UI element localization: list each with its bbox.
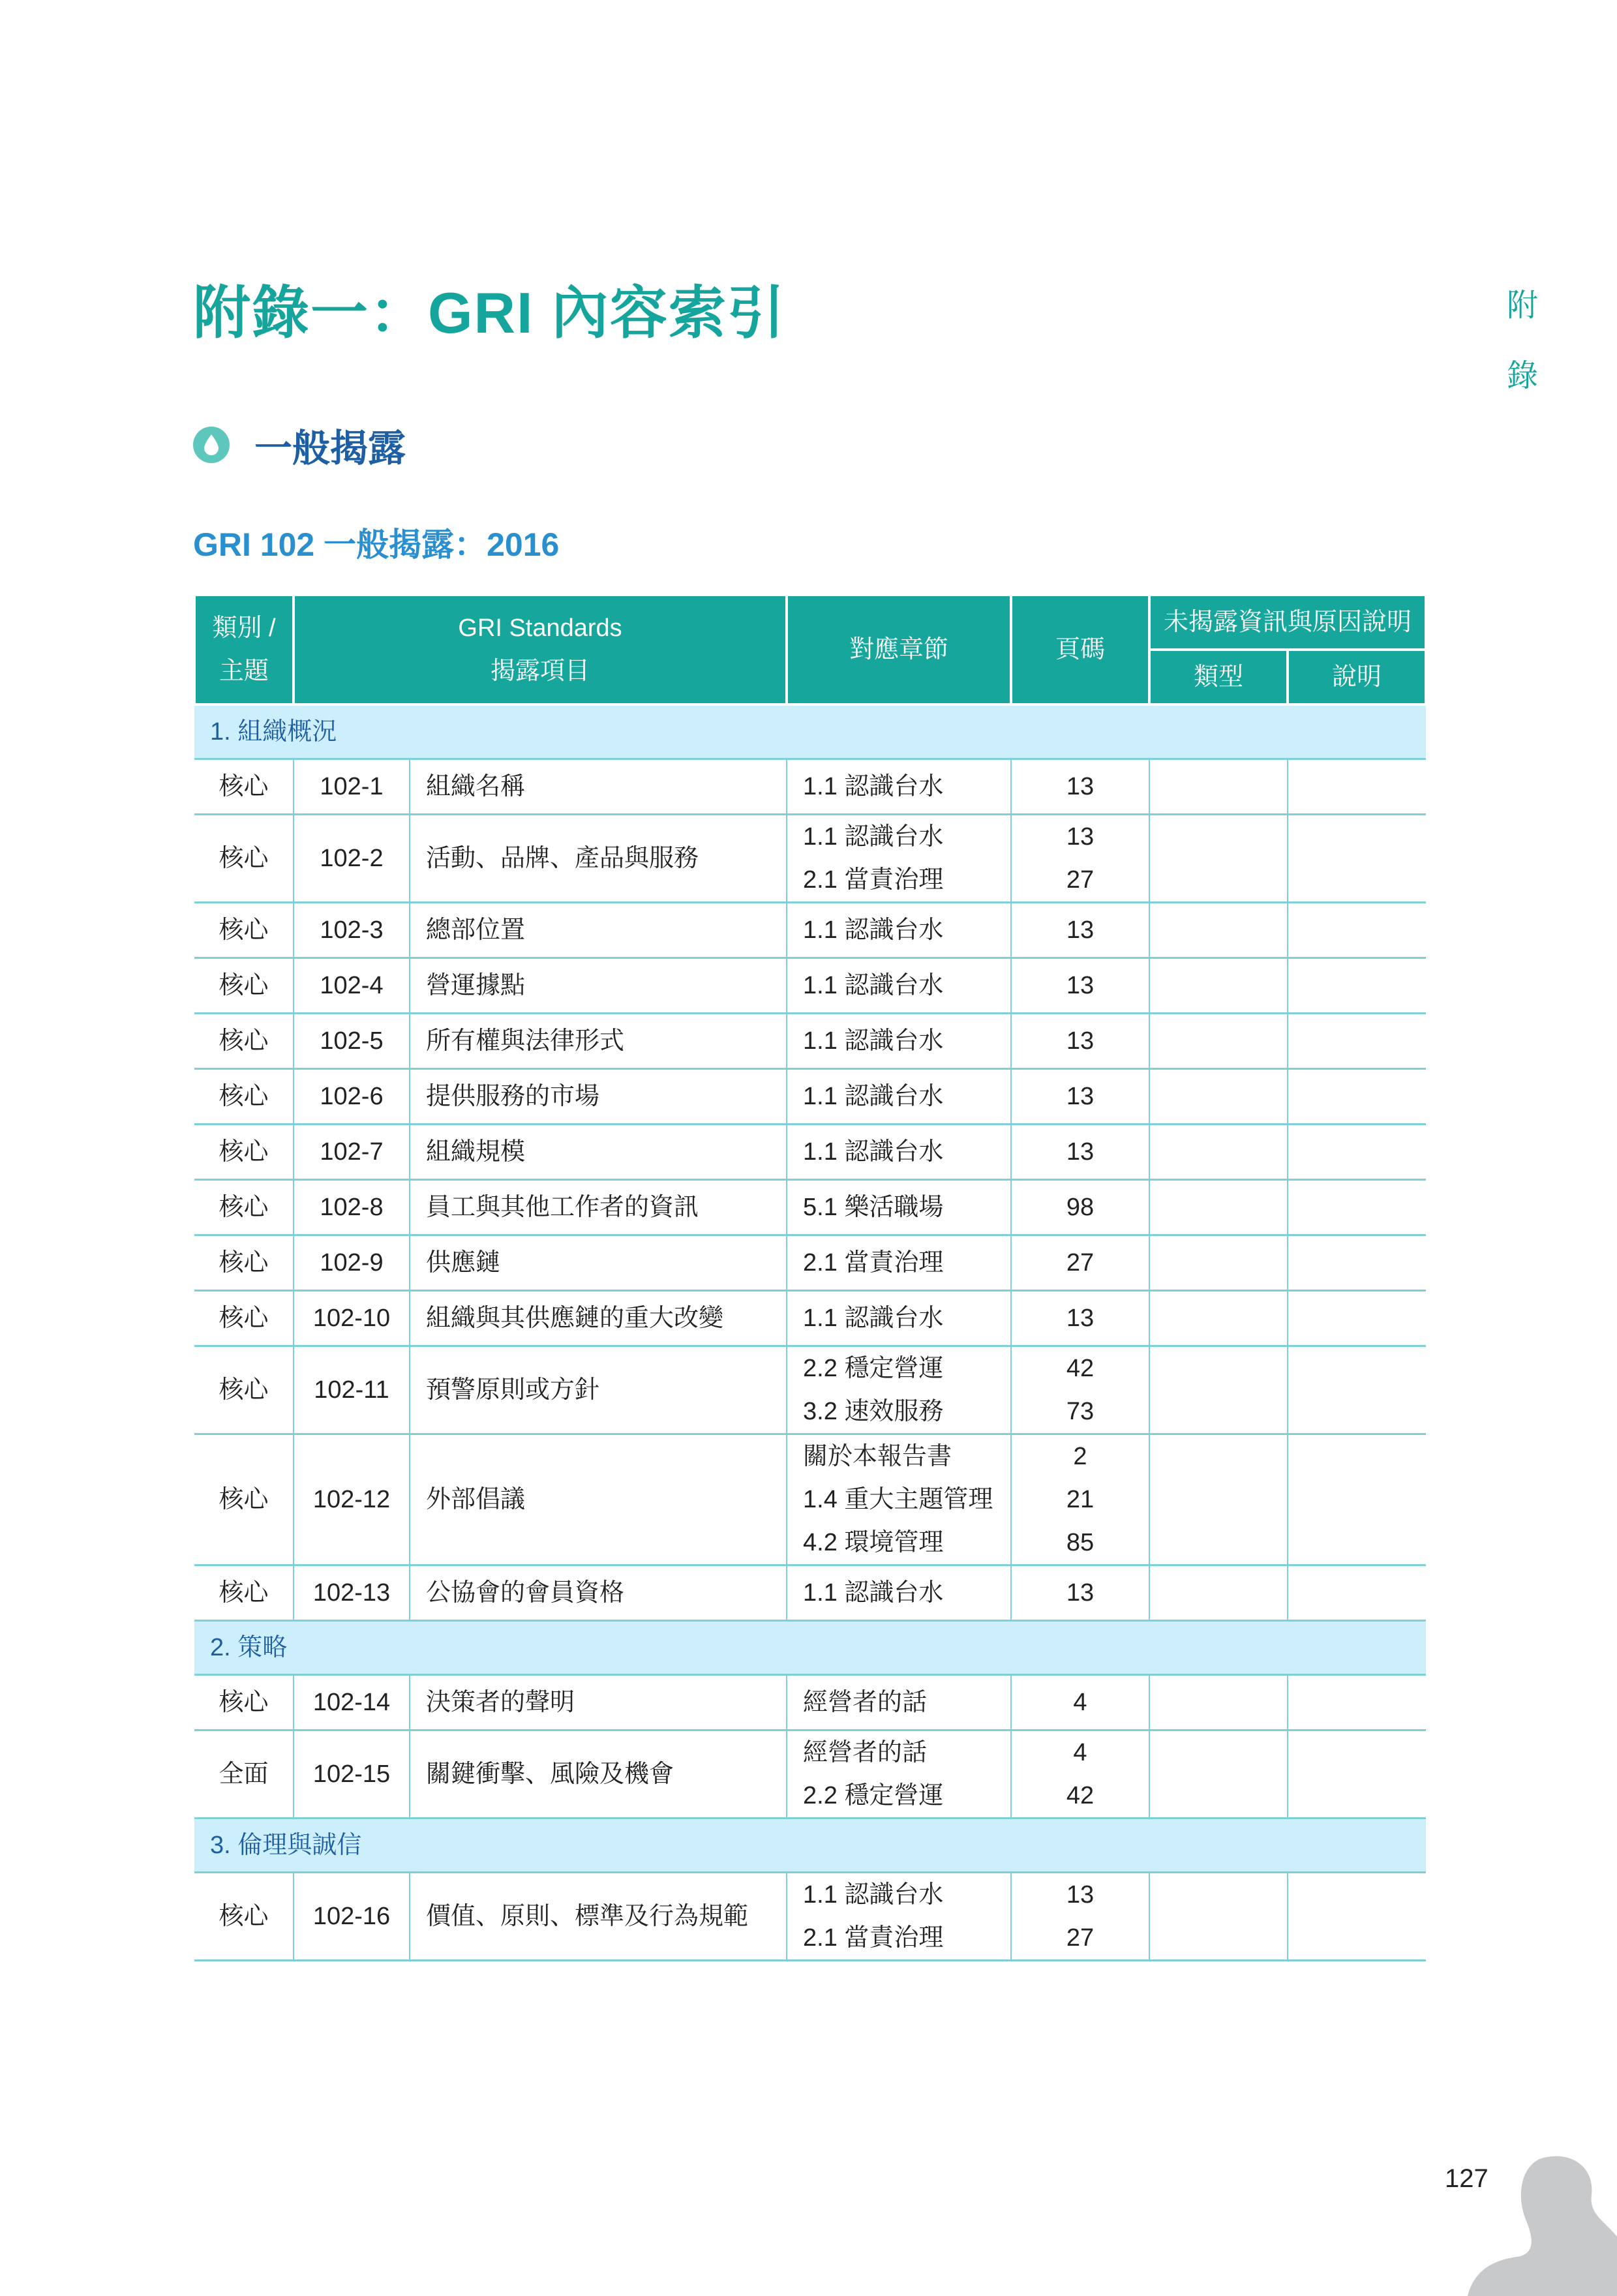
page-line: 27: [1066, 1924, 1095, 1952]
chapter-line: 1.1 認識台水: [803, 1027, 944, 1055]
omission-type-cell: [1149, 1565, 1288, 1621]
category-cell: 核心: [194, 1069, 294, 1125]
chapter-line: 1.1 認識台水: [803, 1305, 944, 1332]
chapter-line: 2.1 當責治理: [803, 1924, 944, 1952]
table-row: [194, 903, 1426, 958]
header-omission-desc: 說明: [1288, 650, 1426, 704]
category-cell: 核心: [194, 1873, 294, 1961]
table-row: [194, 815, 1426, 903]
chapter-line: 1.1 認識台水: [803, 1579, 944, 1607]
disclosure-code-cell: 102-12: [294, 1434, 410, 1565]
omission-type-cell: [1149, 1125, 1288, 1180]
table-row: [194, 1235, 1426, 1291]
omission-type-cell: [1149, 1434, 1288, 1565]
page-cell: [1011, 903, 1149, 958]
table-row: [194, 1434, 1426, 1565]
disclosure-item-cell: 決策者的聲明: [410, 1675, 787, 1730]
page-cell: [1011, 815, 1149, 903]
chapter-line: 1.1 認識台水: [803, 972, 944, 999]
disclosure-code-cell: 102-11: [294, 1346, 410, 1434]
header-omission: 未揭露資訊與原因說明: [1149, 595, 1426, 650]
omission-type-cell: [1149, 1346, 1288, 1434]
chapter-cell: [787, 759, 1011, 815]
page-line: 13: [1066, 1881, 1095, 1909]
omission-desc-cell: [1288, 1291, 1426, 1346]
page-cell: [1011, 1675, 1149, 1730]
chapter-line: 3.2 速效服務: [803, 1398, 944, 1425]
group-title: 2. 策略: [194, 1621, 1426, 1675]
omission-desc-cell: [1288, 1675, 1426, 1730]
page-line: 13: [1066, 1305, 1095, 1332]
omission-type-cell: [1149, 958, 1288, 1014]
category-cell: 核心: [194, 958, 294, 1014]
omission-type-cell: [1149, 1675, 1288, 1730]
category-cell: 核心: [194, 1180, 294, 1235]
header-text: 揭露項目: [490, 657, 590, 685]
chapter-line: 4.2 環境管理: [803, 1529, 944, 1556]
omission-desc-cell: [1288, 1565, 1426, 1621]
disclosure-item-cell: 所有權與法律形式: [410, 1014, 787, 1069]
disclosure-item-cell: 營運據點: [410, 958, 787, 1014]
chapter-cell: [787, 1434, 1011, 1565]
disclosure-code-cell: 102-14: [294, 1675, 410, 1730]
page-cell: [1011, 1565, 1149, 1621]
chapter-cell: [787, 1730, 1011, 1819]
chapter-cell: [787, 815, 1011, 903]
chapter-cell: [787, 1675, 1011, 1730]
chapter-cell: [787, 1291, 1011, 1346]
disclosure-code-cell: 102-4: [294, 958, 410, 1014]
page-line: 13: [1066, 773, 1095, 800]
header-omission-type: 類型: [1149, 650, 1288, 704]
omission-desc-cell: [1288, 1873, 1426, 1961]
disclosure-item-cell: 公協會的會員資格: [410, 1565, 787, 1621]
omission-type-cell: [1149, 1014, 1288, 1069]
omission-type-cell: [1149, 1730, 1288, 1819]
table-row: [194, 1014, 1426, 1069]
omission-desc-cell: [1288, 1069, 1426, 1125]
disclosure-code-cell: 102-9: [294, 1235, 410, 1291]
page-number: 127: [1445, 2164, 1489, 2193]
omission-type-cell: [1149, 815, 1288, 903]
page-cell: [1011, 1069, 1149, 1125]
disclosure-item-cell: 關鍵衝擊、風險及機會: [410, 1730, 787, 1819]
table-row: [194, 1291, 1426, 1346]
disclosure-code-cell: 102-1: [294, 759, 410, 815]
chapter-cell: [787, 1125, 1011, 1180]
page-line: 42: [1066, 1355, 1095, 1382]
table-row: [194, 1346, 1426, 1434]
group-row: [194, 704, 1426, 759]
omission-desc-cell: [1288, 958, 1426, 1014]
page-cell: [1011, 958, 1149, 1014]
chapter-line: 1.1 認識台水: [803, 916, 944, 944]
table-row: [194, 958, 1426, 1014]
category-cell: 核心: [194, 815, 294, 903]
category-cell: 核心: [194, 1675, 294, 1730]
disclosure-code-cell: 102-13: [294, 1565, 410, 1621]
chapter-line: 2.1 當責治理: [803, 1249, 944, 1276]
subtitle: GRI 102 一般揭露：2016: [193, 526, 560, 563]
group-title: 1. 組織概況: [194, 704, 1426, 759]
chapter-cell: [787, 1346, 1011, 1434]
disclosure-code-cell: 102-2: [294, 815, 410, 903]
disclosure-code-cell: 102-5: [294, 1014, 410, 1069]
disclosure-code-cell: 102-6: [294, 1069, 410, 1125]
page-line: 85: [1066, 1529, 1095, 1556]
page-line: 98: [1066, 1194, 1095, 1221]
section-title: 一般揭露: [254, 427, 406, 470]
category-cell: 核心: [194, 759, 294, 815]
chapter-cell: [787, 1014, 1011, 1069]
category-cell: 核心: [194, 1235, 294, 1291]
disclosure-item-cell: 供應鏈: [410, 1235, 787, 1291]
chapter-line: 1.1 認識台水: [803, 1138, 944, 1166]
chapter-line: 2.2 穩定營運: [803, 1782, 944, 1809]
chapter-cell: [787, 1180, 1011, 1235]
category-cell: 核心: [194, 1014, 294, 1069]
page-cell: [1011, 1125, 1149, 1180]
page-cell: [1011, 1014, 1149, 1069]
category-cell: 核心: [194, 1125, 294, 1180]
section-heading: [193, 417, 406, 472]
group-row: [194, 1621, 1426, 1675]
chapter-line: 2.2 穩定營運: [803, 1355, 944, 1382]
category-cell: 核心: [194, 1346, 294, 1434]
chapter-cell: [787, 958, 1011, 1014]
page-line: 2: [1073, 1443, 1087, 1470]
page-line: 13: [1066, 1138, 1095, 1166]
omission-type-cell: [1149, 1069, 1288, 1125]
group-row: [194, 1819, 1426, 1873]
omission-desc-cell: [1288, 1346, 1426, 1434]
page-line: 13: [1066, 1027, 1095, 1055]
page-line: 13: [1066, 972, 1095, 999]
omission-desc-cell: [1288, 903, 1426, 958]
header-standards: [294, 595, 787, 704]
table-row: [194, 1873, 1426, 1961]
disclosure-code-cell: 102-7: [294, 1125, 410, 1180]
omission-type-cell: [1149, 759, 1288, 815]
disclosure-item-cell: 提供服務的市場: [410, 1069, 787, 1125]
disclosure-item-cell: 外部倡議: [410, 1434, 787, 1565]
header-text: 主題: [219, 657, 269, 685]
table-row: [194, 1730, 1426, 1819]
disclosure-item-cell: 價值、原則、標準及行為規範: [410, 1873, 787, 1961]
disclosure-item-cell: 組織名稱: [410, 759, 787, 815]
table-row: [194, 759, 1426, 815]
chapter-line: 1.1 認識台水: [803, 773, 944, 800]
page-cell: [1011, 1346, 1149, 1434]
chapter-cell: [787, 1235, 1011, 1291]
chapter-cell: [787, 1069, 1011, 1125]
disclosure-item-cell: 員工與其他工作者的資訊: [410, 1180, 787, 1235]
disclosure-item-cell: 總部位置: [410, 903, 787, 958]
omission-desc-cell: [1288, 815, 1426, 903]
omission-type-cell: [1149, 1235, 1288, 1291]
disclosure-code-cell: 102-16: [294, 1873, 410, 1961]
category-cell: 核心: [194, 903, 294, 958]
category-cell: 全面: [194, 1730, 294, 1819]
disclosure-code-cell: 102-3: [294, 903, 410, 958]
disclosure-code-cell: 102-15: [294, 1730, 410, 1819]
disclosure-item-cell: 組織與其供應鏈的重大改變: [410, 1291, 787, 1346]
page-cell: [1011, 1730, 1149, 1819]
chapter-line: 1.1 認識台水: [803, 1083, 944, 1110]
omission-type-cell: [1149, 1873, 1288, 1961]
page-line: 27: [1066, 866, 1095, 894]
page-line: 13: [1066, 823, 1095, 851]
page-line: 4: [1073, 1689, 1087, 1716]
page-cell: [1011, 1873, 1149, 1961]
page-line: 27: [1066, 1249, 1095, 1276]
table-body: [194, 704, 1426, 1961]
page-cell: [1011, 1180, 1149, 1235]
header-chapter: 對應章節: [787, 595, 1011, 704]
page-line: 21: [1066, 1486, 1095, 1513]
side-label: [1503, 271, 1542, 412]
header-page: 頁碼: [1011, 595, 1149, 704]
page-cell: [1011, 759, 1149, 815]
table-row: [194, 1675, 1426, 1730]
category-cell: 核心: [194, 1291, 294, 1346]
chapter-cell: [787, 903, 1011, 958]
chapter-line: 2.1 當責治理: [803, 866, 944, 894]
category-cell: 核心: [194, 1565, 294, 1621]
chapter-line: 5.1 樂活職場: [803, 1194, 944, 1221]
chapter-cell: [787, 1873, 1011, 1961]
page-title: 附錄一：GRI 內容索引: [193, 280, 786, 345]
header-text: GRI Standards: [458, 614, 622, 642]
disclosure-item-cell: 組織規模: [410, 1125, 787, 1180]
side-label-char: 錄: [1506, 359, 1538, 393]
disclosure-item-cell: 活動、品牌、產品與服務: [410, 815, 787, 903]
droplet-icon: [193, 427, 230, 463]
chapter-line: 1.1 認識台水: [803, 823, 944, 851]
omission-desc-cell: [1288, 1180, 1426, 1235]
header-text: 類別 /: [212, 614, 276, 642]
disclosure-code-cell: 102-8: [294, 1180, 410, 1235]
chapter-cell: [787, 1565, 1011, 1621]
disclosure-item-cell: 預警原則或方針: [410, 1346, 787, 1434]
chapter-line: 經營者的話: [803, 1739, 928, 1766]
omission-desc-cell: [1288, 1730, 1426, 1819]
side-label-char: 附: [1506, 288, 1538, 323]
omission-desc-cell: [1288, 759, 1426, 815]
omission-type-cell: [1149, 1180, 1288, 1235]
page-cell: [1011, 1291, 1149, 1346]
page-line: 13: [1066, 1083, 1095, 1110]
disclosure-code-cell: 102-10: [294, 1291, 410, 1346]
page-cell: [1011, 1434, 1149, 1565]
table-row: [194, 1125, 1426, 1180]
omission-type-cell: [1149, 1291, 1288, 1346]
page-line: 13: [1066, 916, 1095, 944]
omission-desc-cell: [1288, 1014, 1426, 1069]
table-row: [194, 1069, 1426, 1125]
chapter-line: 1.4 重大主題管理: [803, 1486, 993, 1513]
omission-desc-cell: [1288, 1235, 1426, 1291]
category-cell: 核心: [194, 1434, 294, 1565]
chapter-line: 關於本報告書: [803, 1443, 952, 1470]
page-line: 42: [1066, 1782, 1095, 1809]
page-line: 4: [1073, 1739, 1087, 1766]
omission-type-cell: [1149, 903, 1288, 958]
chapter-line: 1.1 認識台水: [803, 1881, 944, 1909]
table-row: [194, 1180, 1426, 1235]
header-category: [194, 595, 294, 704]
table-row: [194, 1565, 1426, 1621]
group-title: 3. 倫理與誠信: [194, 1819, 1426, 1873]
page-cell: [1011, 1235, 1149, 1291]
page-line: 13: [1066, 1579, 1095, 1607]
chapter-line: 經營者的話: [803, 1689, 928, 1716]
gri-index-table: [193, 594, 1427, 1961]
omission-desc-cell: [1288, 1434, 1426, 1565]
page-line: 73: [1066, 1398, 1095, 1425]
decorative-blob: [1455, 2146, 1617, 2296]
omission-desc-cell: [1288, 1125, 1426, 1180]
